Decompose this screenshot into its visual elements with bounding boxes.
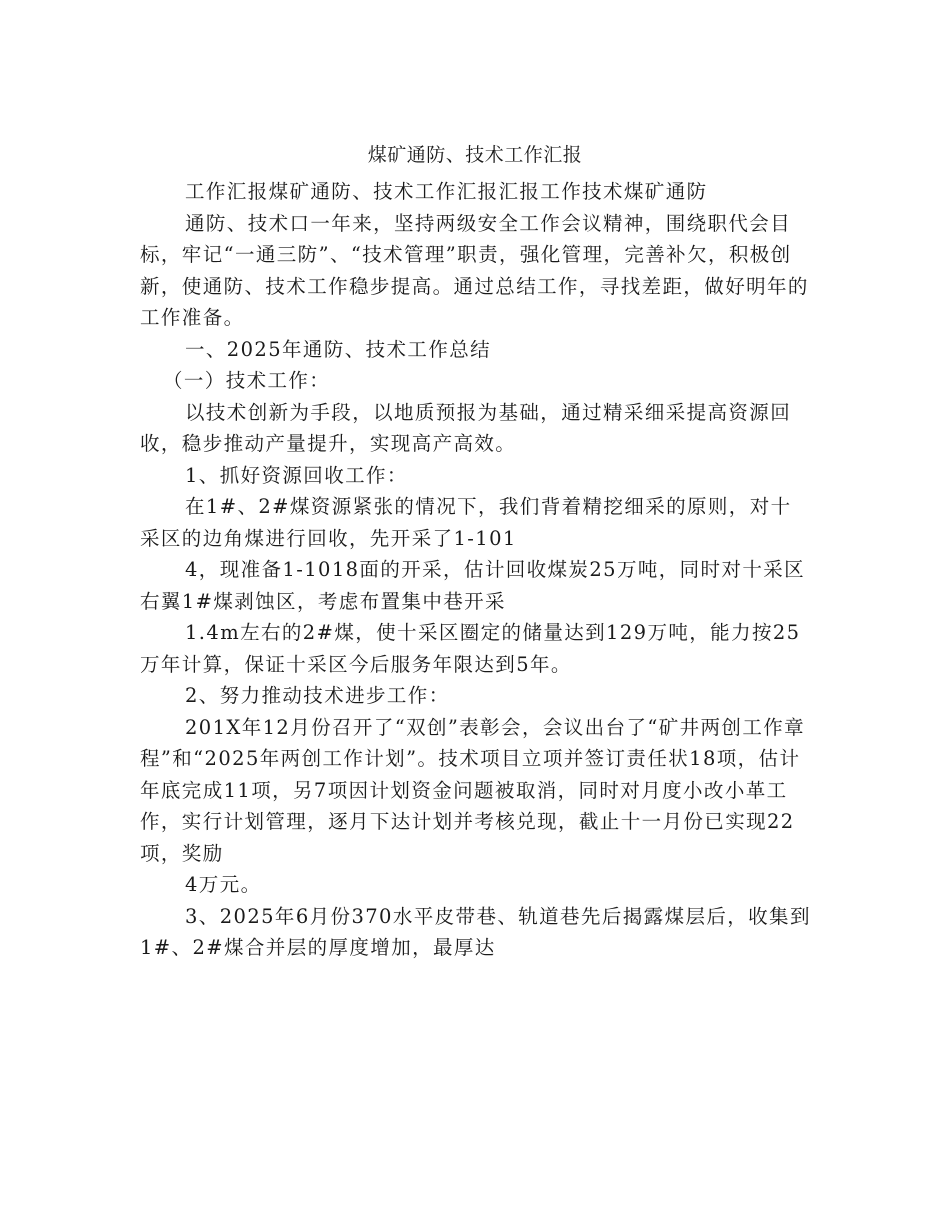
paragraph-keywords: 工作汇报煤矿通防、技术工作汇报汇报工作技术煤矿通防	[185, 180, 708, 203]
paragraph-resource-2: 4，现准备1-1018面的开采，估计回收煤炭25万吨，同时对十采区右翼1#煤剥蚀区，考虑布置集中巷开采	[140, 558, 806, 613]
paragraph-tech-summary: 以技术创新为手段，以地质预报为基础，通过精采细采提高资源回收，稳步推动产量提升，实现高产高效。	[140, 400, 792, 455]
paragraph-reward: 4万元。	[185, 873, 262, 896]
section-heading: 一、2025年通防、技术工作总结	[185, 337, 492, 361]
paragraph-seam: 3、2025年6月份370水平皮带巷、轨道巷先后揭露煤层后，收集到1#、2#煤合并层的厚度增加，最厚达	[140, 904, 811, 959]
paragraph-progress: 201X年12月份召开了“双创”表彰会，会议出台了“矿井两创工作章程”和“2025年两创工作计划”。技术项目立项并签订责任状18项，估计年底完成11项，另7项因计划资金问题被取消，同时对月度小改小革工作，实行计划管理，逐月下达计划并考核兑现，截止十一月份已实现22项，奖励	[140, 715, 806, 865]
paragraph-intro: 通防、技术口一年来，坚持两级安全工作会议精神，围绕职代会目标，牢记“一通三防”、“技术管理”职责，强化管理，完善补欠，积极创新，使通防、技术工作稳步提高。通过总结工作，寻找差距，做好明年的工作准备。	[140, 211, 809, 329]
paragraph-resource-1: 在1#、2#煤资源紧张的情况下，我们背着精挖细采的原则，对十采区的边角煤进行回收，先开采了1-101	[140, 495, 792, 550]
document-title: 煤矿通防、技术工作汇报	[367, 144, 583, 166]
item-heading-progress: 2、努力推动技术进步工作：	[185, 684, 450, 707]
item-heading-resource: 1、抓好资源回收工作：	[185, 463, 408, 487]
document-body	[140, 176, 812, 964]
subsection-heading: （一）技术工作：	[163, 369, 331, 392]
paragraph-resource-3: 1.4m左右的2#煤，使十采区圈定的储量达到129万吨，能力按25万年计算，保证十采区今后服务年限达到5年。	[140, 621, 801, 676]
